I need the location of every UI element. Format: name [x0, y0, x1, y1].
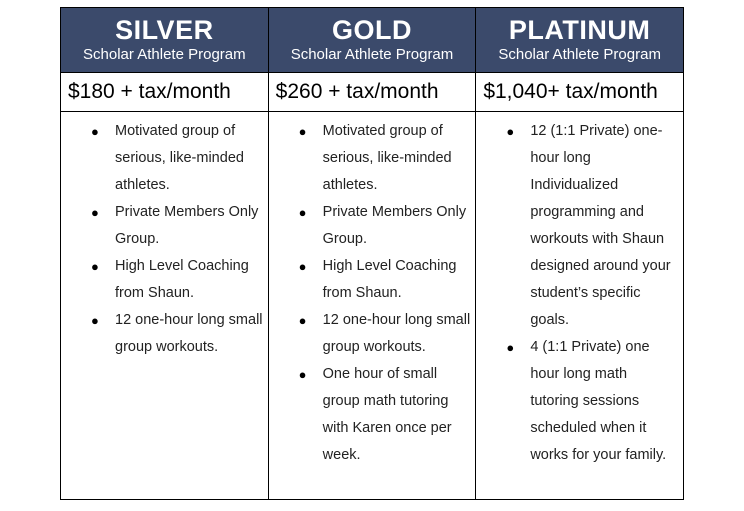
feature-item [299, 253, 472, 307]
price-row [61, 73, 684, 112]
plan-price-silver: $180 + tax/month [61, 73, 269, 112]
pricing-table [60, 7, 684, 500]
feature-text: 12 one-hour long small group workouts. [322, 312, 471, 355]
feature-text: Motivated group of serious, like-minded athletes. [322, 123, 452, 193]
bullet-icon: ● [298, 313, 307, 328]
feature-text: High Level Coaching from Shaun. [322, 258, 457, 301]
plan-subtitle: Scholar Athlete Program [498, 46, 661, 63]
plan-subtitle: Scholar Athlete Program [83, 46, 246, 63]
bullet-icon: ● [506, 340, 515, 355]
feature-item [299, 199, 472, 253]
features-row [61, 112, 684, 500]
plan-header-silver [61, 8, 269, 73]
feature-list [61, 118, 268, 361]
plan-name: PLATINUM [508, 15, 651, 45]
bullet-icon: ● [91, 124, 99, 139]
feature-item [506, 334, 679, 469]
plan-price-gold: $260 + tax/month [268, 73, 476, 112]
plan-header-gold [268, 8, 476, 73]
plan-features-silver [61, 112, 269, 500]
bullet-icon: ● [91, 313, 99, 328]
bullet-icon: ● [298, 259, 307, 274]
feature-text: Private Members Only Group. [115, 204, 259, 247]
feature-text: 12 (1:1 Private) one-hour long Individualized programming and workouts with Shaun designed around your student’s specific goals. [530, 123, 671, 328]
plan-subtitle: Scholar Athlete Program [290, 46, 454, 63]
bullet-icon: ● [298, 205, 307, 220]
feature-item [91, 199, 264, 253]
feature-text: Motivated group of serious, like-minded athletes. [115, 123, 244, 193]
plan-features-platinum [476, 112, 684, 500]
feature-item [91, 253, 264, 307]
plan-features-gold [268, 112, 476, 500]
bullet-icon: ● [91, 259, 99, 274]
feature-item [299, 118, 472, 199]
plan-price-platinum: $1,040+ tax/month [476, 73, 684, 112]
feature-text: One hour of small group math tutoring with Karen once per week. [322, 366, 452, 463]
feature-item [506, 118, 679, 334]
bullet-icon: ● [506, 124, 515, 139]
feature-item [91, 118, 264, 199]
feature-text: 4 (1:1 Private) one hour long math tutoring sessions scheduled when it works for your family. [530, 339, 667, 463]
header-row [61, 8, 684, 73]
bullet-icon: ● [91, 205, 99, 220]
plan-name: SILVER [115, 15, 214, 45]
feature-text: Private Members Only Group. [322, 204, 467, 247]
plan-name: GOLD [331, 15, 412, 45]
feature-item [91, 307, 264, 361]
bullet-icon: ● [298, 367, 307, 382]
bullet-icon: ● [298, 124, 307, 139]
feature-list [476, 118, 683, 469]
feature-text: High Level Coaching from Shaun. [115, 258, 249, 301]
plan-header-platinum [476, 8, 684, 73]
feature-list [269, 118, 476, 469]
feature-item [299, 307, 472, 361]
feature-item [299, 361, 472, 469]
feature-text: 12 one-hour long small group workouts. [115, 312, 263, 355]
